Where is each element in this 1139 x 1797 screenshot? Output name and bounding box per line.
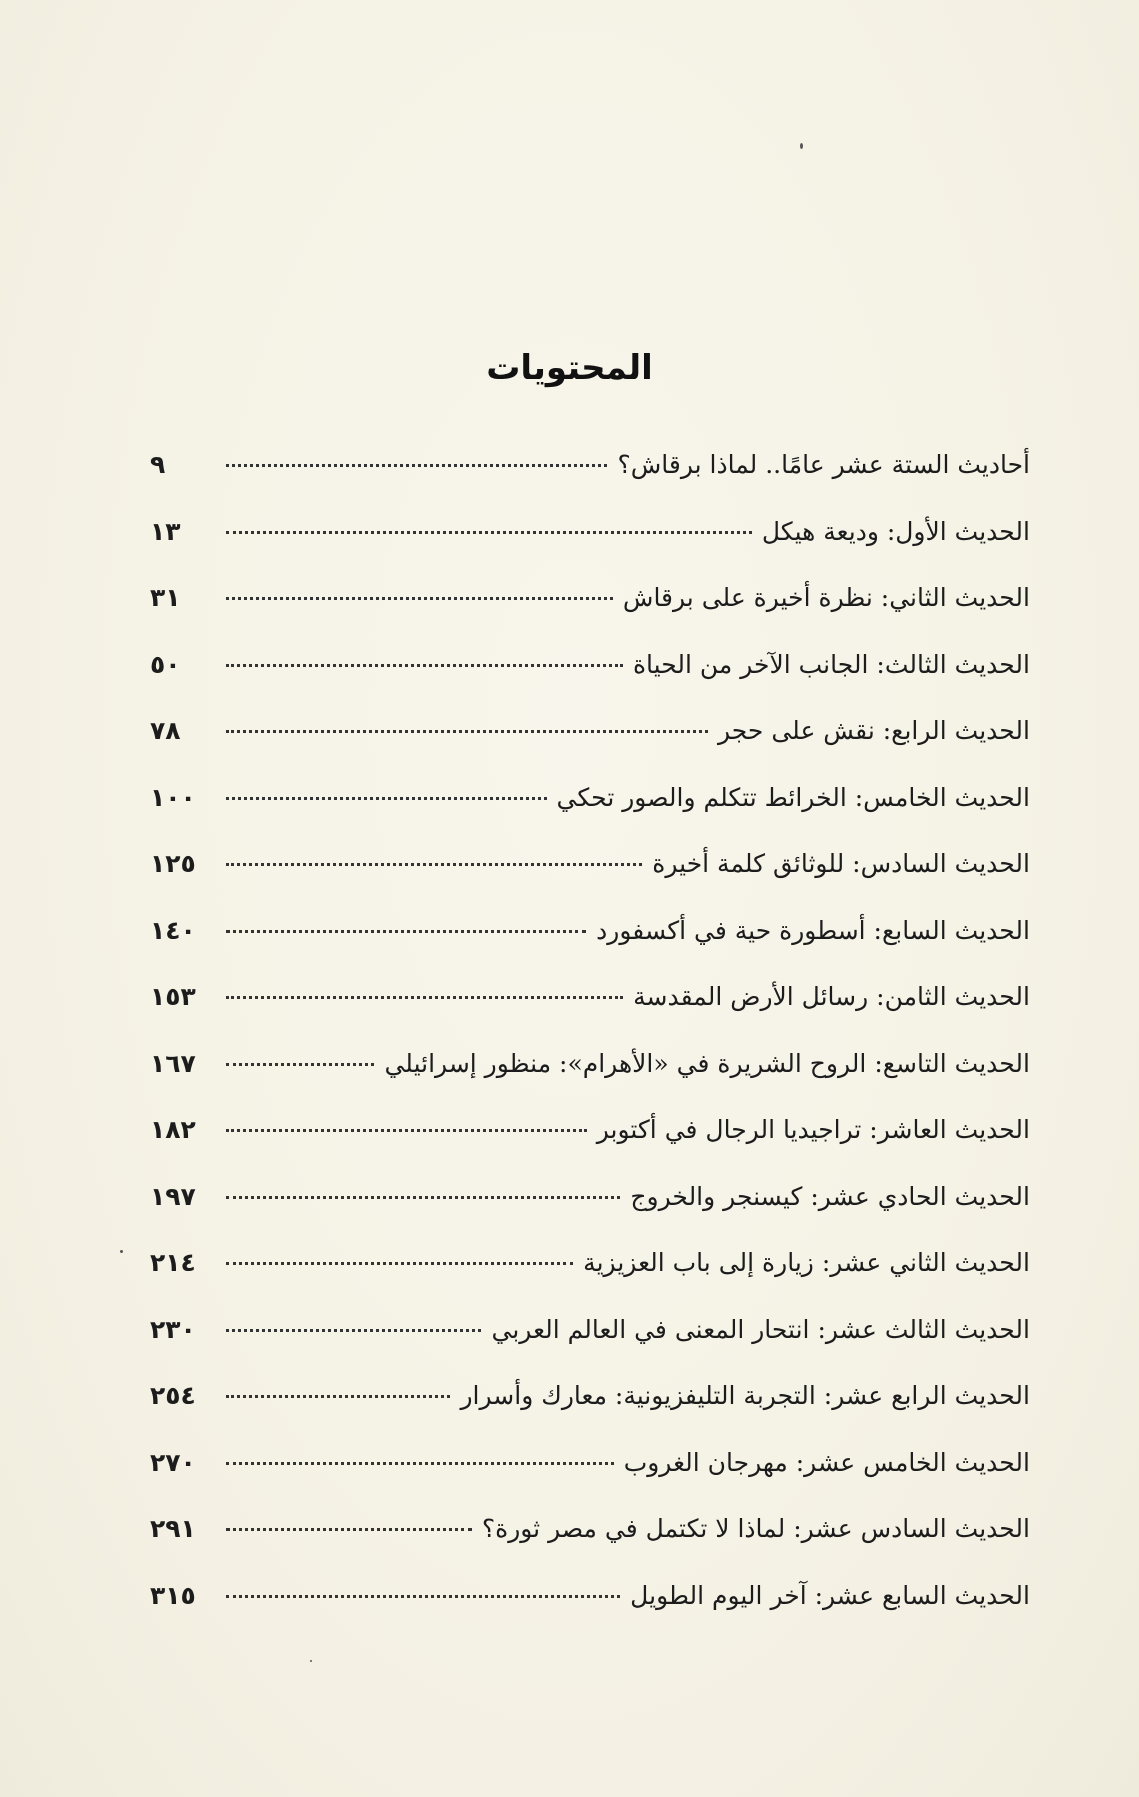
toc-entry-title: الحديث السابع عشر: آخر اليوم الطويل (630, 1580, 1030, 1610)
toc-entry-title: الحديث السادس عشر: لماذا لا تكتمل في مصر ثورة؟ (481, 1514, 1030, 1543)
paper-speck (120, 1250, 123, 1253)
page-title: المحتويات (486, 348, 653, 388)
table-of-contents (150, 445, 1030, 1642)
dot-leader (226, 1395, 450, 1398)
toc-entry-title: الحديث الأول: وديعة هيكل (761, 516, 1030, 546)
toc-page-number: ٣١٥ (150, 1580, 196, 1610)
toc-page-number: ٢٣٠ (150, 1314, 196, 1344)
dot-leader (226, 863, 642, 866)
toc-entry-title: الحديث الثاني: نظرة أخيرة على برقاش (622, 583, 1030, 612)
toc-entry-title: الحديث الحادي عشر: كيسنجر والخروج (630, 1181, 1030, 1211)
dot-leader (226, 664, 623, 667)
toc-entry (150, 512, 1030, 579)
toc-entry-title: الحديث الرابع عشر: التجربة التليفزيونية: معارك وأسرار (460, 1381, 1030, 1410)
toc-page-number: ٥٠ (150, 649, 181, 679)
toc-entry-title: الحديث الرابع: نقش على حجر (718, 716, 1030, 745)
toc-page-number: ١٩٧ (150, 1181, 196, 1211)
toc-entry (150, 645, 1030, 712)
toc-page-number: ١٤٠ (150, 915, 196, 945)
toc-page-number: ١٣ (150, 516, 181, 546)
toc-entry (150, 711, 1030, 778)
toc-entry (150, 1243, 1030, 1310)
toc-entry (150, 1576, 1030, 1643)
dot-leader (226, 597, 613, 600)
toc-entry (150, 844, 1030, 911)
toc-page-number: ٢٩١ (150, 1514, 196, 1543)
dot-leader (226, 1595, 620, 1598)
dot-leader (226, 996, 623, 999)
toc-entry-title: الحديث العاشر: تراجيديا الرجال في أكتوبر (596, 1115, 1030, 1144)
toc-entry (150, 911, 1030, 978)
dot-leader (226, 1129, 587, 1132)
toc-entry-title: الحديث الثاني عشر: زيارة إلى باب العزيزية (583, 1248, 1030, 1277)
toc-entry-title: الحديث السابع: أسطورة حية في أكسفورد (596, 915, 1030, 945)
dot-leader (226, 531, 752, 534)
toc-page-number: ٢١٤ (150, 1248, 196, 1277)
toc-entry (150, 1376, 1030, 1443)
dot-leader (226, 730, 708, 733)
toc-page-number: ١٦٧ (150, 1048, 196, 1078)
dot-leader (226, 1329, 481, 1332)
toc-entry (150, 977, 1030, 1044)
toc-entry-title: الحديث الخامس: الخرائط تتكلم والصور تحكي (556, 782, 1030, 812)
dot-leader (226, 797, 547, 800)
toc-page-number: ٩ (150, 450, 166, 479)
toc-entry (150, 1110, 1030, 1177)
toc-page-number: ٣١ (150, 583, 181, 612)
toc-entry (150, 1310, 1030, 1377)
dot-leader (226, 1196, 620, 1199)
toc-page-number: ٢٥٤ (150, 1381, 196, 1410)
toc-entry (150, 1443, 1030, 1510)
paper-speck (310, 1660, 312, 1662)
toc-entry-title: الحديث التاسع: الروح الشريرة في «الأهرام»: منظور إسرائيلي (384, 1048, 1030, 1078)
toc-entry-title: الحديث السادس: للوثائق كلمة أخيرة (652, 849, 1030, 878)
toc-entry (150, 1044, 1030, 1111)
toc-page-number: ٧٨ (150, 716, 181, 745)
dot-leader (226, 1528, 472, 1531)
dot-leader (226, 1262, 573, 1265)
dot-leader (226, 1462, 614, 1465)
toc-entry-title: أحاديث الستة عشر عامًا.. لماذا برقاش؟ (617, 450, 1030, 479)
toc-entry-title: الحديث الثالث: الجانب الآخر من الحياة (632, 649, 1030, 679)
toc-entry-title: الحديث الثامن: رسائل الأرض المقدسة (633, 982, 1030, 1011)
paper-speck (800, 143, 803, 149)
dot-leader (226, 930, 586, 933)
toc-page-number: ١٥٣ (150, 982, 196, 1011)
dot-leader (226, 464, 607, 467)
toc-entry (150, 1509, 1030, 1576)
toc-page-number: ١٢٥ (150, 849, 196, 878)
toc-entry (150, 1177, 1030, 1244)
toc-page-number: ١٠٠ (150, 782, 196, 812)
toc-page-number: ٢٧٠ (150, 1447, 196, 1477)
toc-page-number: ١٨٢ (150, 1115, 196, 1144)
toc-entry-title: الحديث الثالث عشر: انتحار المعنى في العالم العربي (491, 1314, 1030, 1344)
toc-entry-title: الحديث الخامس عشر: مهرجان الغروب (623, 1447, 1030, 1477)
toc-entry (150, 778, 1030, 845)
dot-leader (226, 1063, 374, 1066)
toc-entry (150, 445, 1030, 512)
toc-entry (150, 578, 1030, 645)
